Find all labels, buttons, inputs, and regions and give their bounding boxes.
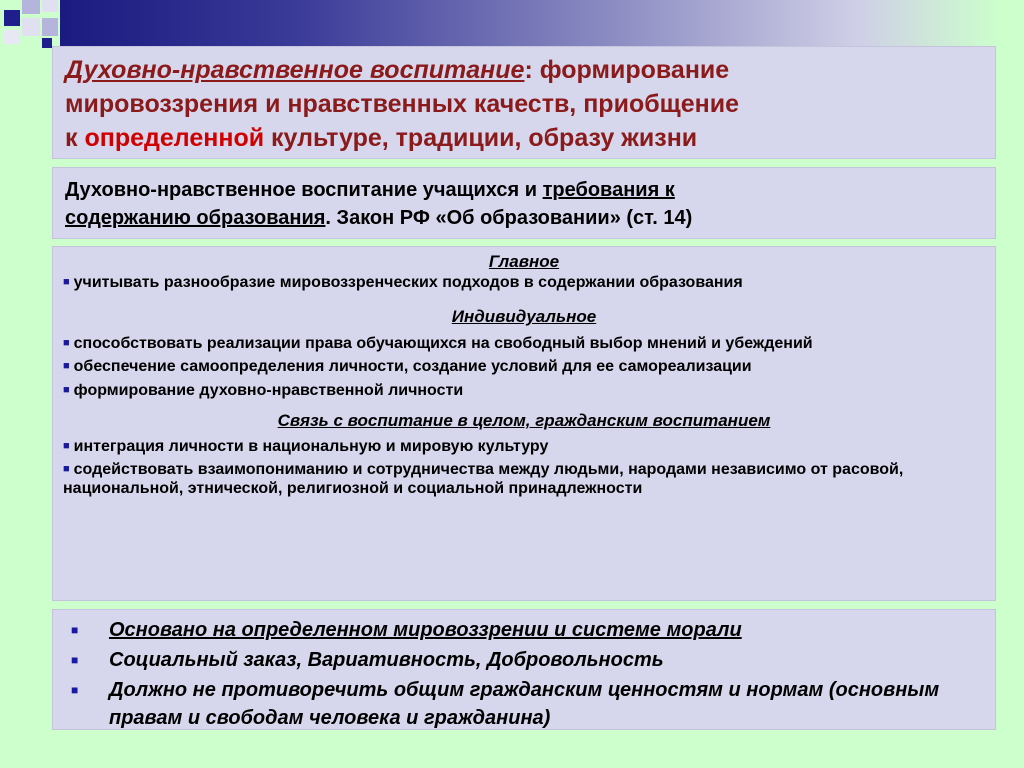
law-text-2: . Закон РФ «Об образовании» (ст. 14) xyxy=(325,207,693,229)
list-item-text: учитывать разнообразие мировоззренческих подходов в содержании образования xyxy=(73,274,743,291)
law-underline-1: требования к xyxy=(542,179,675,201)
title-line-1 xyxy=(65,53,983,87)
list-item xyxy=(63,357,985,376)
list-item-text: содействовать взаимопониманию и сотрудничества между людьми, народами независимо от расовой, национальной, этнической, религиозной и социальной принадлежности xyxy=(63,461,904,497)
requirements-panel xyxy=(52,246,996,601)
law-panel xyxy=(52,167,996,239)
bullet-icon: ■ xyxy=(63,276,70,288)
principle-item xyxy=(65,676,983,732)
title-colon: : xyxy=(524,56,533,84)
decor-square-6 xyxy=(4,30,20,44)
list-item xyxy=(63,334,985,353)
bullet-icon: ■ xyxy=(63,360,70,372)
section-heading-main: Главное xyxy=(488,252,560,271)
decor-square-5 xyxy=(42,18,58,36)
principle-text: Социальный заказ, Вариативность, Добровольность xyxy=(109,649,664,671)
header-gradient-bar xyxy=(60,0,1000,46)
bullet-icon: ■ xyxy=(63,440,70,452)
principle-text: Должно не противоречить общим гражданским ценностям и нормам (основным правам и свободам человека и гражданина) xyxy=(109,679,940,729)
title-line-3 xyxy=(65,121,983,155)
bullet-icon: ■ xyxy=(71,623,79,637)
title-term: Духовно-нравственное воспитание xyxy=(65,56,525,84)
principle-item xyxy=(65,616,983,644)
title-highlight: определенной xyxy=(84,124,265,152)
law-text xyxy=(65,176,983,232)
bullet-icon: ■ xyxy=(63,384,70,396)
bullet-icon: ■ xyxy=(71,683,79,697)
bullet-icon: ■ xyxy=(63,337,70,349)
list-item xyxy=(63,437,985,456)
decor-square-4 xyxy=(22,18,40,36)
principles-panel xyxy=(52,609,996,730)
title-part1: формирование xyxy=(532,56,730,84)
title-panel xyxy=(52,46,996,159)
law-text-1: Духовно-нравственное воспитание учащихся и xyxy=(65,179,543,201)
section-heading-civic: Связь с воспитание в целом, гражданским воспитанием xyxy=(277,411,771,430)
decor-square-3 xyxy=(42,0,58,12)
principle-text: Основано на определенном мировоззрении и системе морали xyxy=(109,619,742,641)
title-line3-prefix: к xyxy=(65,124,85,152)
section-heading-individual: Индивидуальное xyxy=(451,307,597,326)
list-item xyxy=(63,381,985,400)
bullet-icon: ■ xyxy=(63,463,70,475)
title-line3-rest: культуре, традиции, образу жизни xyxy=(264,124,698,152)
list-item-text: интеграция личности в национальную и мировую культуру xyxy=(73,438,549,455)
list-item xyxy=(63,273,985,292)
list-item-text: формирование духовно-нравственной личности xyxy=(73,382,464,399)
list-item xyxy=(63,460,985,498)
list-item-text: способствовать реализации права обучающихся на свободный выбор мнений и убеждений xyxy=(73,335,813,352)
list-item-text: обеспечение самоопределения личности, создание условий для ее самореализации xyxy=(73,358,752,375)
law-underline-2: содержанию образования xyxy=(65,207,326,229)
bullet-icon: ■ xyxy=(71,653,79,667)
decor-square-7 xyxy=(42,38,52,48)
decor-square-2 xyxy=(22,0,40,14)
principle-item xyxy=(65,646,983,674)
title-line-2: мировоззрения и нравственных качеств, приобщение xyxy=(65,90,740,118)
decor-square-1 xyxy=(4,10,20,26)
